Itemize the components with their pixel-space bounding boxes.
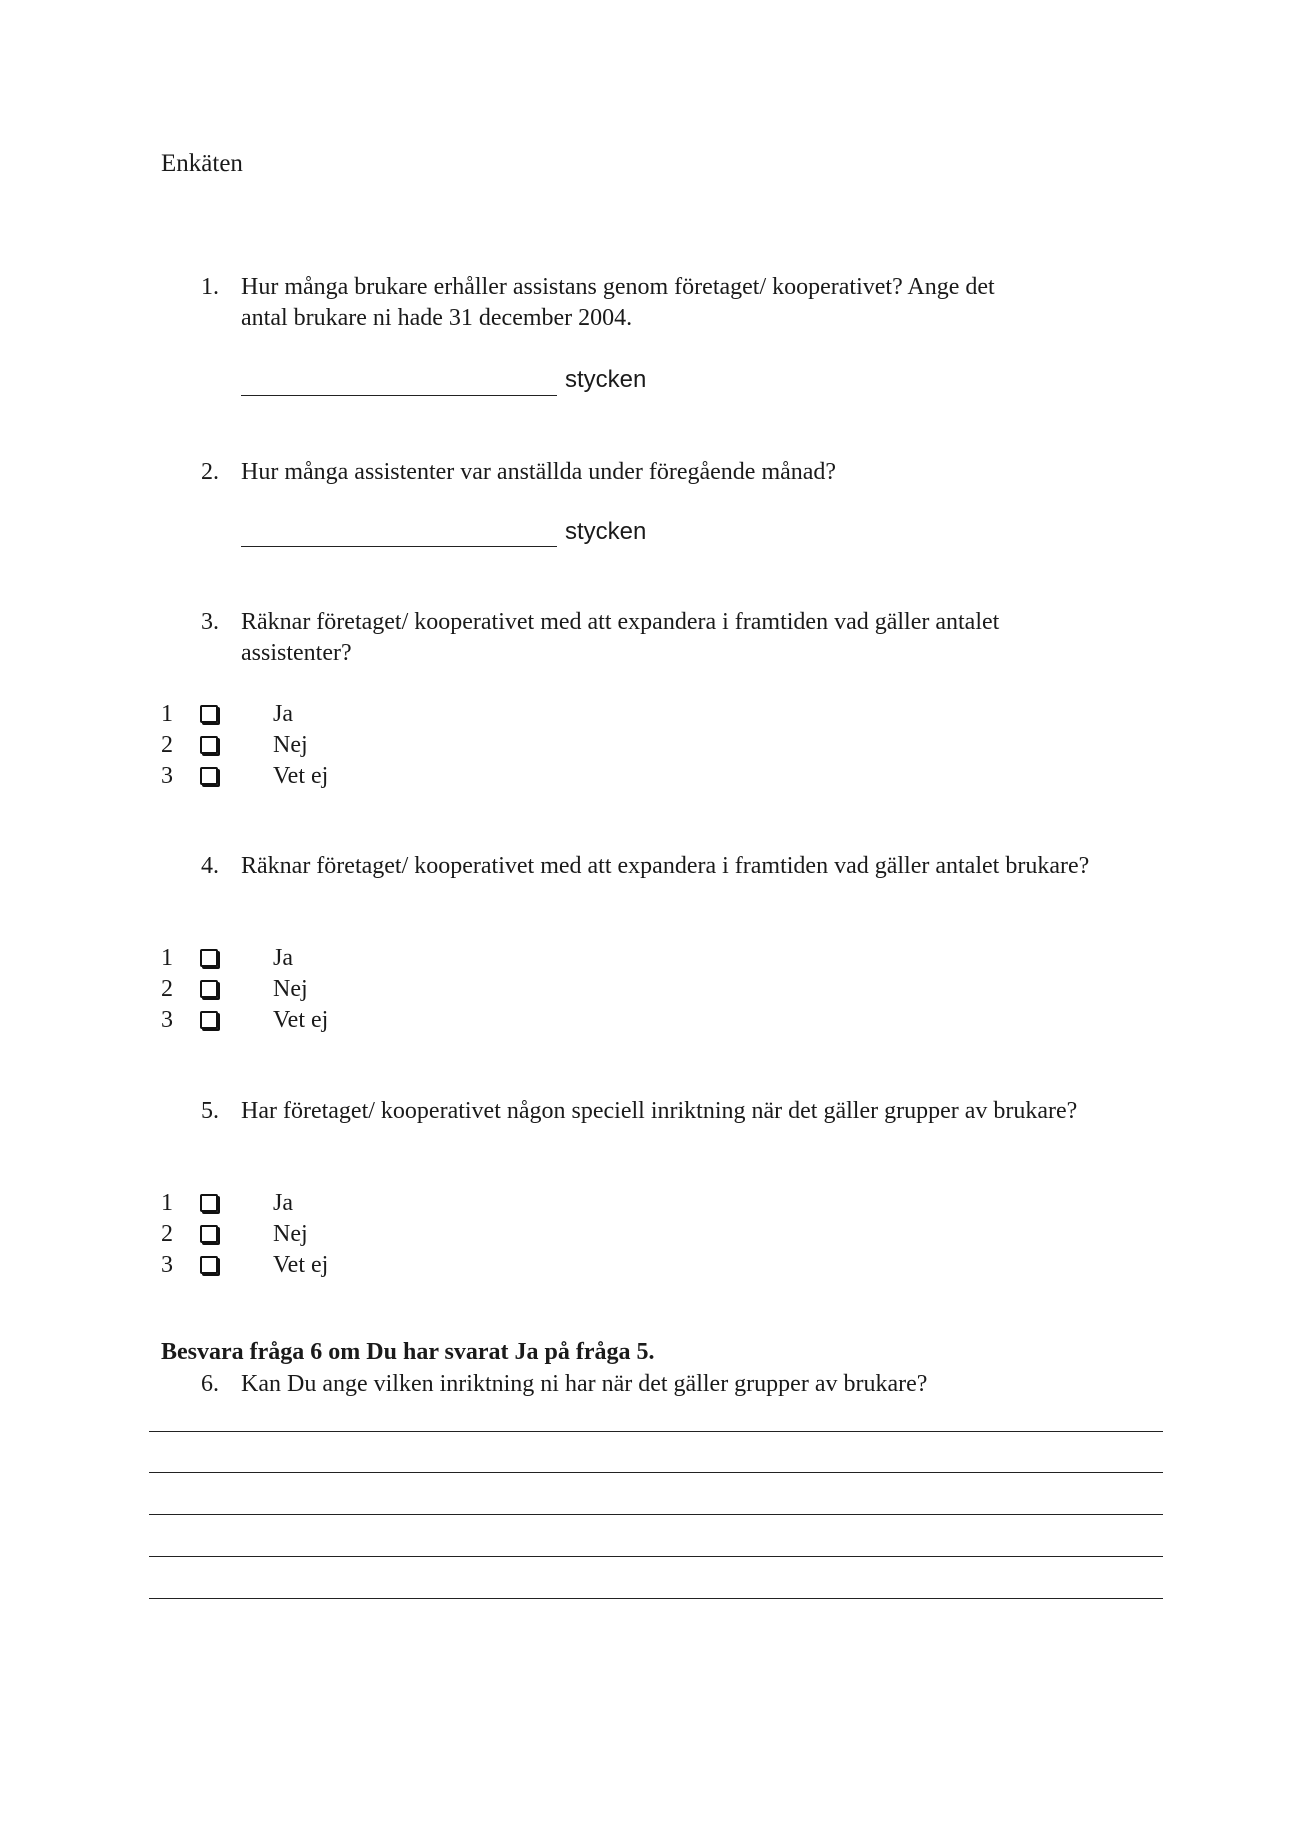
option-label: Vet ej xyxy=(273,1252,329,1278)
question-4 xyxy=(0,851,1304,921)
option-code: 2 xyxy=(161,1221,173,1247)
option-code: 3 xyxy=(161,1007,173,1033)
question-text: Räknar företaget/ kooperativet med att expandera i framtiden vad gäller antalet brukare? xyxy=(241,853,1090,879)
unit-label: stycken xyxy=(565,366,647,393)
answer-blank-q1[interactable] xyxy=(241,395,557,396)
checkbox[interactable] xyxy=(200,1256,218,1274)
question-2 xyxy=(0,457,1304,492)
question-number: 5. xyxy=(201,1098,219,1124)
question-number: 2. xyxy=(201,459,219,485)
option-label: Ja xyxy=(273,945,293,971)
answer-line[interactable] xyxy=(149,1598,1163,1599)
option-q4-ja[interactable] xyxy=(161,943,461,974)
answer-blank-q2[interactable] xyxy=(241,546,557,547)
option-q5-vet-ej[interactable] xyxy=(161,1250,461,1281)
checkbox[interactable] xyxy=(200,736,218,754)
question-text: Kan Du ange vilken inriktning ni har när det gäller grupper av brukare? xyxy=(241,1371,928,1397)
question-3 xyxy=(0,607,1304,677)
question-6 xyxy=(0,1369,1304,1404)
option-q3-vet-ej[interactable] xyxy=(161,761,461,792)
checkbox[interactable] xyxy=(200,705,218,723)
question-number: 3. xyxy=(201,609,219,635)
checkbox[interactable] xyxy=(200,767,218,785)
option-q4-nej[interactable] xyxy=(161,974,461,1005)
checkbox[interactable] xyxy=(200,1011,218,1029)
answer-line[interactable] xyxy=(149,1514,1163,1515)
option-code: 3 xyxy=(161,763,173,789)
option-q3-nej[interactable] xyxy=(161,730,461,761)
option-code: 1 xyxy=(161,1190,173,1216)
option-label: Ja xyxy=(273,1190,293,1216)
option-q5-ja[interactable] xyxy=(161,1188,461,1219)
option-q5-nej[interactable] xyxy=(161,1219,461,1250)
question-number: 1. xyxy=(201,274,219,300)
option-q3-ja[interactable] xyxy=(161,699,461,730)
option-code: 2 xyxy=(161,976,173,1002)
answer-line[interactable] xyxy=(149,1431,1163,1432)
option-label: Ja xyxy=(273,701,293,727)
option-label: Vet ej xyxy=(273,763,329,789)
option-label: Nej xyxy=(273,1221,308,1247)
question-5 xyxy=(0,1096,1304,1166)
question-text: Räknar företaget/ kooperativet med att expandera i framtiden vad gäller antalet assistenter? xyxy=(241,609,1000,666)
question-number: 6. xyxy=(201,1371,219,1397)
question-number: 4. xyxy=(201,853,219,879)
option-label: Nej xyxy=(273,976,308,1002)
checkbox[interactable] xyxy=(200,980,218,998)
option-code: 2 xyxy=(161,732,173,758)
option-label: Vet ej xyxy=(273,1007,329,1033)
question-text: Hur många brukare erhåller assistans genom företaget/ kooperativet? Ange det antal brukare ni hade 31 december 2004. xyxy=(241,274,995,331)
page-title: Enkäten xyxy=(161,150,243,177)
option-label: Nej xyxy=(273,732,308,758)
option-code: 1 xyxy=(161,945,173,971)
question-1 xyxy=(0,272,1304,342)
option-code: 1 xyxy=(161,701,173,727)
answer-line[interactable] xyxy=(149,1472,1163,1473)
question-text: Hur många assistenter var anställda under föregående månad? xyxy=(241,459,837,485)
checkbox[interactable] xyxy=(200,1194,218,1212)
answer-line[interactable] xyxy=(149,1556,1163,1557)
checkbox[interactable] xyxy=(200,1225,218,1243)
option-code: 3 xyxy=(161,1252,173,1278)
instruction-text: Besvara fråga 6 om Du har svarat Ja på fråga 5. xyxy=(161,1339,655,1365)
option-q4-vet-ej[interactable] xyxy=(161,1005,461,1036)
unit-label: stycken xyxy=(565,518,647,545)
checkbox[interactable] xyxy=(200,949,218,967)
question-text: Har företaget/ kooperativet någon speciell inriktning när det gäller grupper av brukare? xyxy=(241,1098,1078,1124)
